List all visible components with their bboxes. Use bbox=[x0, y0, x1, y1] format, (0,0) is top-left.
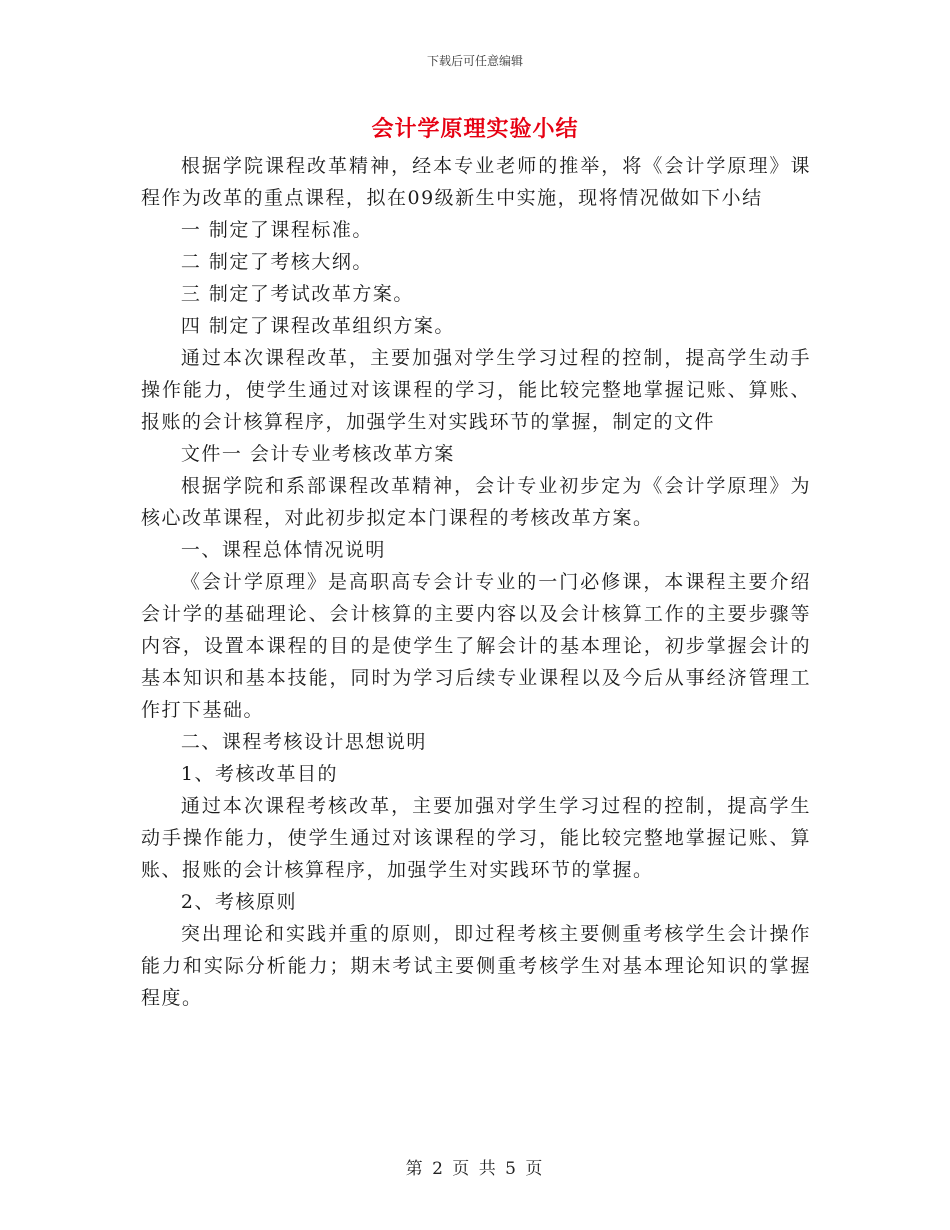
paragraph-item-3: 三 制定了考试改革方案。 bbox=[180, 283, 414, 305]
paragraph-overview: 《会计学原理》是高职高专会计专业的一门必修课，本课程主要介绍会计学的基础理论、会计核算的主要内容以及会计核算工作的主要步骤等内容，设置本课程的目的是使学生了解会计的基本理论，初步掌握会计的基本知识和基本技能，同时为学习后续专业课程以及今后从事经济管理工作打下基础。 bbox=[141, 571, 811, 721]
subheading-principle: 2、考核原则 bbox=[180, 891, 297, 913]
paragraph-purpose: 通过本次课程考核改革，主要加强对学生学习过程的控制，提高学生动手操作能力，使学生通过对该课程的学习，能比较完整地掌握记账、算账、报账的会计核算程序，加强学生对实践环节的掌握。 bbox=[141, 795, 811, 881]
paragraph-item-4: 四 制定了课程改革组织方案。 bbox=[180, 315, 455, 337]
paragraph-principle: 突出理论和实践并重的原则，即过程考核主要侧重考核学生会计操作能力和实际分析能力；期末考试主要侧重考核学生对基本理论知识的掌握程度。 bbox=[141, 923, 811, 1009]
paragraph-item-2: 二 制定了考核大纲。 bbox=[180, 251, 373, 273]
section-heading-design: 二、课程考核设计思想说明 bbox=[180, 731, 427, 753]
paragraph-file-heading: 文件一 会计专业考核改革方案 bbox=[180, 443, 455, 465]
paragraph-item-1: 一 制定了课程标准。 bbox=[180, 219, 373, 241]
page-number: 第 2 页 共 5 页 bbox=[405, 1159, 545, 1179]
page-header: 下载后可任意编辑 bbox=[426, 54, 523, 68]
paragraph-reform-goal: 通过本次课程改革，主要加强对学生学习过程的控制，提高学生动手操作能力，使学生通过对该课程的学习，能比较完整地掌握记账、算账、报账的会计核算程序，加强学生对实践环节的掌握，制定的文件 bbox=[141, 347, 811, 433]
document-title: 会计学原理实验小结 bbox=[371, 116, 579, 142]
subheading-purpose: 1、考核改革目的 bbox=[180, 763, 338, 785]
paragraph-intro: 根据学院课程改革精神，经本专业老师的推举，将《会计学原理》课程作为改革的重点课程，拟在09级新生中实施，现将情况做如下小结 bbox=[141, 155, 811, 209]
paragraph-file-intro: 根据学院和系部课程改革精神，会计专业初步定为《会计学原理》为核心改革课程，对此初步拟定本门课程的考核改革方案。 bbox=[141, 475, 811, 529]
document-body bbox=[141, 150, 811, 1014]
section-heading-overview: 一、课程总体情况说明 bbox=[180, 539, 386, 561]
